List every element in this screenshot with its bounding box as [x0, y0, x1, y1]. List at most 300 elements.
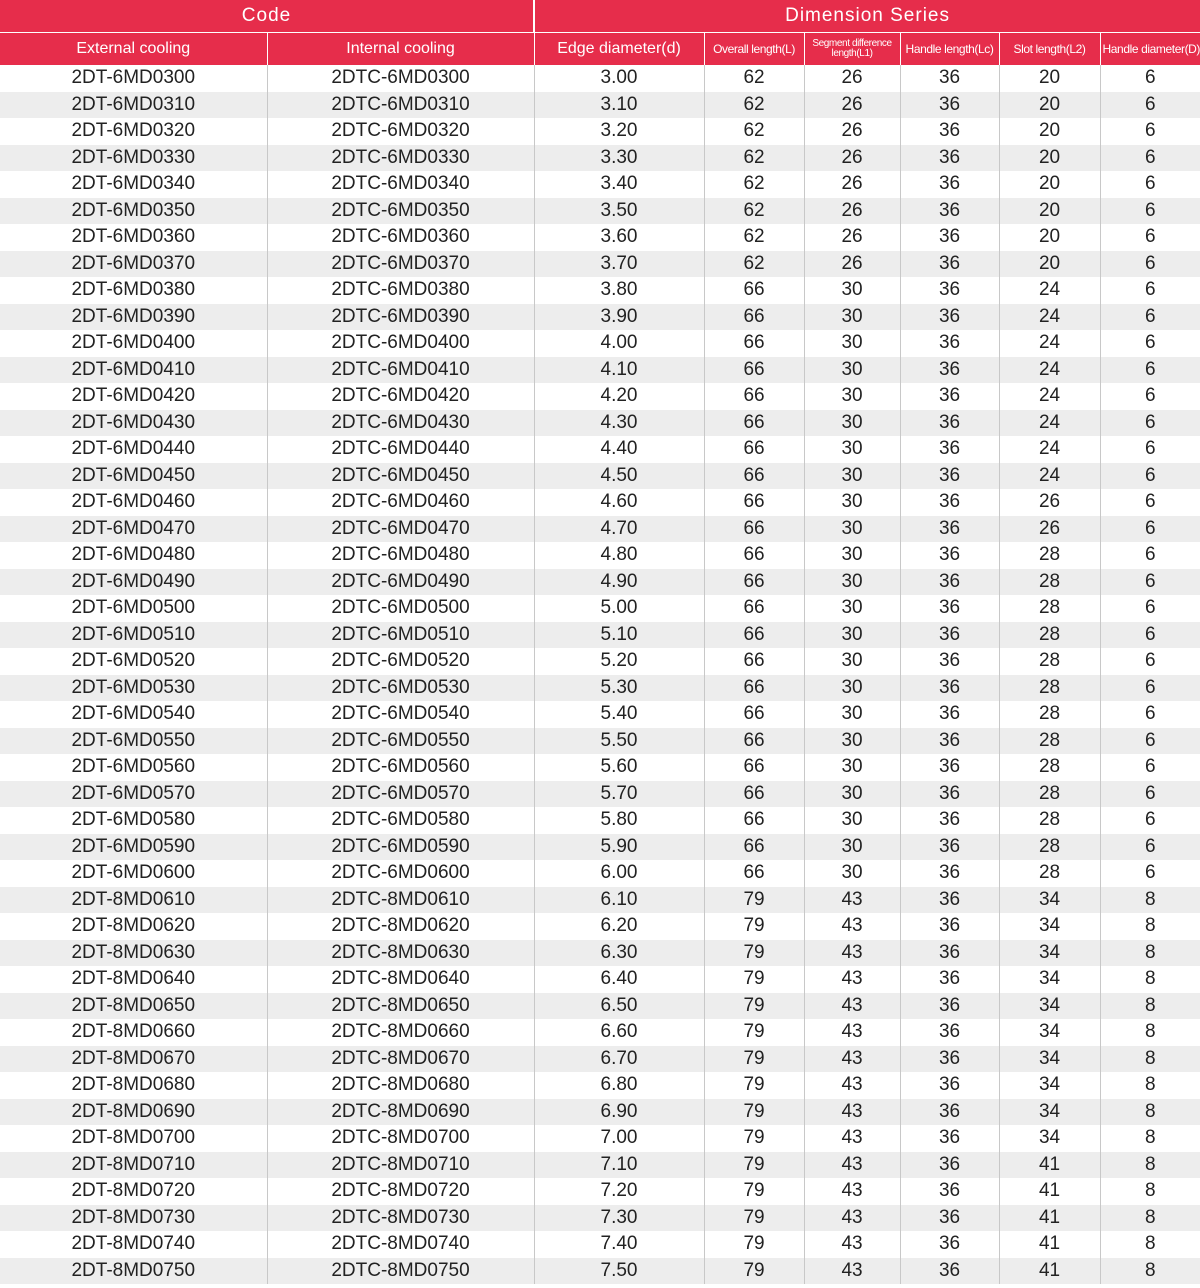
overall-length-cell: 79: [704, 966, 804, 993]
table-row: [0, 887, 1200, 914]
slot-length-cell: 34: [999, 1072, 1100, 1099]
table-row: [0, 1046, 1200, 1073]
handle-diameter-cell: 6: [1145, 623, 1156, 645]
external-cooling-code-cell: 2DT-6MD0570: [0, 781, 267, 808]
overall-length-cell: 62: [704, 92, 804, 119]
edge-diameter-cell: 3.20: [534, 118, 704, 145]
internal-cooling-code-cell: 2DTC-8MD0730: [267, 1205, 534, 1232]
internal-cooling-code-cell: 2DTC-6MD0400: [267, 330, 534, 357]
external-cooling-code-cell: 2DT-6MD0450: [0, 463, 267, 490]
edge-diameter-cell: 4.80: [534, 542, 704, 569]
slot-length-cell: 34: [999, 966, 1100, 993]
handle-diameter-cell: 6: [1145, 464, 1156, 486]
handle-diameter-cell: 8: [1145, 1233, 1156, 1255]
segment-difference-length-cell: 43: [804, 1205, 900, 1232]
slot-length-cell: 20: [999, 251, 1100, 278]
segment-difference-length-cell: 43: [804, 1231, 900, 1258]
segment-difference-length-cell: 30: [804, 330, 900, 357]
table-row: [0, 224, 1200, 251]
external-cooling-code-cell: 2DT-6MD0350: [0, 198, 267, 225]
handle-length-cell: 36: [900, 198, 999, 225]
handle-length-cell: 36: [900, 383, 999, 410]
edge-diameter-cell: 7.30: [534, 1205, 704, 1232]
internal-cooling-code-cell: 2DTC-6MD0340: [267, 171, 534, 198]
slot-length-cell: 28: [999, 569, 1100, 596]
handle-diameter-cell: 6: [1145, 226, 1156, 248]
internal-cooling-code-cell: 2DTC-6MD0570: [267, 781, 534, 808]
overall-length-cell: 62: [704, 145, 804, 172]
internal-cooling-code-cell: 2DTC-6MD0480: [267, 542, 534, 569]
overall-length-cell: 79: [704, 940, 804, 967]
handle-diameter-cell: 8: [1145, 1074, 1156, 1096]
edge-diameter-cell: 5.00: [534, 595, 704, 622]
segment-difference-length-cell: 43: [804, 1019, 900, 1046]
external-cooling-code-cell: 2DT-6MD0300: [0, 65, 267, 92]
overall-length-cell: 66: [704, 675, 804, 702]
handle-length-cell: 36: [900, 860, 999, 887]
slot-length-cell: 34: [999, 993, 1100, 1020]
external-cooling-code-cell: 2DT-6MD0330: [0, 145, 267, 172]
slot-length-cell: 24: [999, 330, 1100, 357]
handle-length-cell: 36: [900, 92, 999, 119]
edge-diameter-cell: 6.50: [534, 993, 704, 1020]
group-header-code: Code: [0, 0, 534, 33]
external-cooling-code-cell: 2DT-6MD0320: [0, 118, 267, 145]
handle-diameter-cell: 6: [1145, 438, 1156, 460]
segment-difference-length-cell: 30: [804, 675, 900, 702]
external-cooling-code-cell: 2DT-8MD0690: [0, 1099, 267, 1126]
internal-cooling-code-cell: 2DTC-6MD0300: [267, 65, 534, 92]
internal-cooling-code-cell: 2DTC-6MD0520: [267, 648, 534, 675]
column-header-overall-length: Overall length(L): [704, 33, 804, 66]
overall-length-cell: 66: [704, 410, 804, 437]
external-cooling-code-cell: 2DT-6MD0360: [0, 224, 267, 251]
handle-diameter-cell: 8: [1145, 1259, 1156, 1281]
segment-difference-length-cell: 43: [804, 966, 900, 993]
segment-difference-length-cell: 43: [804, 1099, 900, 1126]
internal-cooling-code-cell: 2DTC-8MD0660: [267, 1019, 534, 1046]
segment-difference-length-cell: 30: [804, 357, 900, 384]
slot-length-cell: 41: [999, 1152, 1100, 1179]
segment-difference-length-cell: 30: [804, 648, 900, 675]
handle-length-cell: 36: [900, 807, 999, 834]
handle-diameter-cell: 8: [1145, 888, 1156, 910]
column-header-external-cooling: External cooling: [0, 33, 267, 66]
external-cooling-code-cell: 2DT-8MD0610: [0, 887, 267, 914]
internal-cooling-code-cell: 2DTC-8MD0680: [267, 1072, 534, 1099]
segment-difference-length-cell: 43: [804, 1072, 900, 1099]
edge-diameter-cell: 4.70: [534, 516, 704, 543]
handle-diameter-cell: 6: [1145, 835, 1156, 857]
edge-diameter-cell: 6.00: [534, 860, 704, 887]
handle-diameter-cell: 6: [1145, 279, 1156, 301]
table-row: [0, 489, 1200, 516]
handle-diameter-cell: 6: [1145, 120, 1156, 142]
handle-diameter-cell: 6: [1145, 544, 1156, 566]
overall-length-cell: 79: [704, 1019, 804, 1046]
edge-diameter-cell: 3.10: [534, 92, 704, 119]
edge-diameter-cell: 3.50: [534, 198, 704, 225]
segment-difference-length-cell: 30: [804, 463, 900, 490]
external-cooling-code-cell: 2DT-6MD0440: [0, 436, 267, 463]
handle-diameter-cell: 6: [1145, 517, 1156, 539]
table-row: [0, 993, 1200, 1020]
table-row: [0, 277, 1200, 304]
handle-length-cell: 36: [900, 357, 999, 384]
segment-difference-length-cell: 43: [804, 1258, 900, 1285]
external-cooling-code-cell: 2DT-8MD0720: [0, 1178, 267, 1205]
slot-length-cell: 34: [999, 913, 1100, 940]
external-cooling-code-cell: 2DT-8MD0670: [0, 1046, 267, 1073]
handle-diameter-cell: 6: [1145, 67, 1156, 89]
handle-length-cell: 36: [900, 277, 999, 304]
segment-difference-length-cell: 26: [804, 145, 900, 172]
edge-diameter-cell: 7.50: [534, 1258, 704, 1285]
handle-diameter-cell: 8: [1145, 1047, 1156, 1069]
slot-length-cell: 41: [999, 1205, 1100, 1232]
slot-length-cell: 28: [999, 728, 1100, 755]
slot-length-cell: 41: [999, 1178, 1100, 1205]
internal-cooling-code-cell: 2DTC-6MD0460: [267, 489, 534, 516]
edge-diameter-cell: 6.10: [534, 887, 704, 914]
overall-length-cell: 66: [704, 463, 804, 490]
column-header-edge-diameter: Edge diameter(d): [534, 33, 704, 66]
internal-cooling-code-cell: 2DTC-6MD0600: [267, 860, 534, 887]
internal-cooling-code-cell: 2DTC-6MD0410: [267, 357, 534, 384]
handle-length-cell: 36: [900, 966, 999, 993]
internal-cooling-code-cell: 2DTC-6MD0310: [267, 92, 534, 119]
overall-length-cell: 79: [704, 993, 804, 1020]
table-body: [0, 65, 1200, 1284]
slot-length-cell: 28: [999, 648, 1100, 675]
segment-difference-length-cell: 30: [804, 701, 900, 728]
handle-length-cell: 36: [900, 65, 999, 92]
internal-cooling-code-cell: 2DTC-6MD0320: [267, 118, 534, 145]
table-row: [0, 92, 1200, 119]
handle-length-cell: 36: [900, 1046, 999, 1073]
table-row: [0, 1072, 1200, 1099]
overall-length-cell: 66: [704, 701, 804, 728]
slot-length-cell: 28: [999, 542, 1100, 569]
internal-cooling-code-cell: 2DTC-6MD0510: [267, 622, 534, 649]
external-cooling-code-cell: 2DT-6MD0370: [0, 251, 267, 278]
table-row: [0, 1205, 1200, 1232]
handle-diameter-cell: 8: [1145, 1206, 1156, 1228]
handle-length-cell: 36: [900, 622, 999, 649]
handle-diameter-cell: 8: [1145, 1100, 1156, 1122]
external-cooling-code-cell: 2DT-8MD0730: [0, 1205, 267, 1232]
segment-difference-length-cell: 30: [804, 860, 900, 887]
edge-diameter-cell: 7.10: [534, 1152, 704, 1179]
table-row: [0, 463, 1200, 490]
external-cooling-code-cell: 2DT-6MD0520: [0, 648, 267, 675]
group-header-row: [0, 0, 1200, 33]
segment-difference-length-cell: 30: [804, 569, 900, 596]
edge-diameter-cell: 5.10: [534, 622, 704, 649]
segment-difference-length-cell: 30: [804, 277, 900, 304]
slot-length-cell: 28: [999, 834, 1100, 861]
overall-length-cell: 79: [704, 1178, 804, 1205]
handle-length-cell: 36: [900, 304, 999, 331]
slot-length-cell: 20: [999, 198, 1100, 225]
handle-length-cell: 36: [900, 410, 999, 437]
overall-length-cell: 66: [704, 728, 804, 755]
handle-diameter-cell: 6: [1145, 703, 1156, 725]
handle-length-cell: 36: [900, 595, 999, 622]
internal-cooling-code-cell: 2DTC-8MD0630: [267, 940, 534, 967]
external-cooling-code-cell: 2DT-6MD0590: [0, 834, 267, 861]
slot-length-cell: 28: [999, 622, 1100, 649]
overall-length-cell: 79: [704, 1072, 804, 1099]
edge-diameter-cell: 4.30: [534, 410, 704, 437]
external-cooling-code-cell: 2DT-6MD0560: [0, 754, 267, 781]
overall-length-cell: 79: [704, 1152, 804, 1179]
slot-length-cell: 34: [999, 1125, 1100, 1152]
internal-cooling-code-cell: 2DTC-8MD0720: [267, 1178, 534, 1205]
table-row: [0, 569, 1200, 596]
segment-difference-length-cell: 30: [804, 807, 900, 834]
handle-diameter-cell: 8: [1145, 968, 1156, 990]
group-header-dimension: Dimension Series: [534, 0, 1200, 33]
handle-length-cell: 36: [900, 993, 999, 1020]
internal-cooling-code-cell: 2DTC-8MD0700: [267, 1125, 534, 1152]
segment-difference-length-cell: 26: [804, 198, 900, 225]
handle-length-cell: 36: [900, 781, 999, 808]
table-row: [0, 171, 1200, 198]
segment-difference-length-cell: 43: [804, 1152, 900, 1179]
handle-diameter-cell: 8: [1145, 1180, 1156, 1202]
table-row: [0, 542, 1200, 569]
internal-cooling-code-cell: 2DTC-6MD0590: [267, 834, 534, 861]
edge-diameter-cell: 6.20: [534, 913, 704, 940]
segment-difference-length-cell: 26: [804, 251, 900, 278]
external-cooling-code-cell: 2DT-6MD0530: [0, 675, 267, 702]
internal-cooling-code-cell: 2DTC-6MD0380: [267, 277, 534, 304]
overall-length-cell: 62: [704, 224, 804, 251]
handle-diameter-cell: 6: [1145, 411, 1156, 433]
edge-diameter-cell: 3.80: [534, 277, 704, 304]
external-cooling-code-cell: 2DT-6MD0460: [0, 489, 267, 516]
handle-diameter-cell: 6: [1145, 93, 1156, 115]
segment-difference-length-cell: 30: [804, 754, 900, 781]
edge-diameter-cell: 3.60: [534, 224, 704, 251]
table-row: [0, 701, 1200, 728]
edge-diameter-cell: 5.50: [534, 728, 704, 755]
segment-difference-length-cell: 43: [804, 1178, 900, 1205]
external-cooling-code-cell: 2DT-8MD0630: [0, 940, 267, 967]
column-header-handle-length: Handle length(Lc): [900, 33, 999, 66]
internal-cooling-code-cell: 2DTC-6MD0440: [267, 436, 534, 463]
edge-diameter-cell: 5.70: [534, 781, 704, 808]
internal-cooling-code-cell: 2DTC-8MD0710: [267, 1152, 534, 1179]
segment-difference-length-cell: 30: [804, 622, 900, 649]
slot-length-cell: 26: [999, 516, 1100, 543]
edge-diameter-cell: 3.30: [534, 145, 704, 172]
slot-length-cell: 41: [999, 1231, 1100, 1258]
segment-difference-length-cell: 30: [804, 489, 900, 516]
handle-length-cell: 36: [900, 728, 999, 755]
handle-diameter-cell: 8: [1145, 1153, 1156, 1175]
segment-difference-length-cell: 30: [804, 834, 900, 861]
edge-diameter-cell: 6.40: [534, 966, 704, 993]
handle-diameter-cell: 6: [1145, 756, 1156, 778]
external-cooling-code-cell: 2DT-6MD0480: [0, 542, 267, 569]
internal-cooling-code-cell: 2DTC-6MD0560: [267, 754, 534, 781]
external-cooling-code-cell: 2DT-6MD0410: [0, 357, 267, 384]
external-cooling-code-cell: 2DT-6MD0390: [0, 304, 267, 331]
table-row: [0, 1258, 1200, 1285]
slot-length-cell: 20: [999, 65, 1100, 92]
handle-diameter-cell: 6: [1145, 650, 1156, 672]
handle-diameter-cell: 6: [1145, 597, 1156, 619]
internal-cooling-code-cell: 2DTC-6MD0370: [267, 251, 534, 278]
edge-diameter-cell: 4.10: [534, 357, 704, 384]
edge-diameter-cell: 4.40: [534, 436, 704, 463]
handle-diameter-cell: 8: [1145, 994, 1156, 1016]
handle-length-cell: 36: [900, 516, 999, 543]
handle-diameter-cell: 8: [1145, 1127, 1156, 1149]
internal-cooling-code-cell: 2DTC-6MD0330: [267, 145, 534, 172]
handle-length-cell: 36: [900, 118, 999, 145]
handle-length-cell: 36: [900, 1152, 999, 1179]
external-cooling-code-cell: 2DT-6MD0310: [0, 92, 267, 119]
handle-diameter-cell: 6: [1145, 146, 1156, 168]
overall-length-cell: 66: [704, 622, 804, 649]
segment-difference-length-cell: 26: [804, 224, 900, 251]
column-header-row: [0, 33, 1200, 66]
edge-diameter-cell: 6.60: [534, 1019, 704, 1046]
table-row: [0, 357, 1200, 384]
handle-length-cell: 36: [900, 171, 999, 198]
edge-diameter-cell: 4.20: [534, 383, 704, 410]
handle-diameter-cell: 6: [1145, 173, 1156, 195]
edge-diameter-cell: 5.30: [534, 675, 704, 702]
edge-diameter-cell: 3.40: [534, 171, 704, 198]
column-header-internal-cooling: Internal cooling: [267, 33, 534, 66]
slot-length-cell: 24: [999, 357, 1100, 384]
edge-diameter-cell: 4.50: [534, 463, 704, 490]
handle-diameter-cell: 6: [1145, 332, 1156, 354]
handle-length-cell: 36: [900, 675, 999, 702]
handle-length-cell: 36: [900, 1258, 999, 1285]
slot-length-cell: 34: [999, 940, 1100, 967]
internal-cooling-code-cell: 2DTC-8MD0610: [267, 887, 534, 914]
internal-cooling-code-cell: 2DTC-8MD0740: [267, 1231, 534, 1258]
overall-length-cell: 66: [704, 383, 804, 410]
external-cooling-code-cell: 2DT-8MD0620: [0, 913, 267, 940]
handle-length-cell: 36: [900, 701, 999, 728]
edge-diameter-cell: 5.80: [534, 807, 704, 834]
overall-length-cell: 79: [704, 913, 804, 940]
overall-length-cell: 62: [704, 118, 804, 145]
table-row: [0, 65, 1200, 92]
edge-diameter-cell: 3.70: [534, 251, 704, 278]
segment-difference-length-cell: 43: [804, 1125, 900, 1152]
slot-length-cell: 28: [999, 701, 1100, 728]
table-row: [0, 595, 1200, 622]
table-row: [0, 834, 1200, 861]
table-row: [0, 966, 1200, 993]
external-cooling-code-cell: 2DT-6MD0430: [0, 410, 267, 437]
handle-length-cell: 36: [900, 145, 999, 172]
table-row: [0, 251, 1200, 278]
handle-diameter-cell: 6: [1145, 252, 1156, 274]
handle-length-cell: 36: [900, 1125, 999, 1152]
edge-diameter-cell: 5.90: [534, 834, 704, 861]
handle-length-cell: 36: [900, 1099, 999, 1126]
edge-diameter-cell: 6.30: [534, 940, 704, 967]
external-cooling-code-cell: 2DT-6MD0380: [0, 277, 267, 304]
overall-length-cell: 66: [704, 860, 804, 887]
overall-length-cell: 66: [704, 304, 804, 331]
slot-length-cell: 24: [999, 436, 1100, 463]
handle-length-cell: 36: [900, 1231, 999, 1258]
handle-length-cell: 36: [900, 542, 999, 569]
table-row: [0, 781, 1200, 808]
segment-difference-length-cell: 30: [804, 542, 900, 569]
handle-diameter-cell: 6: [1145, 199, 1156, 221]
segment-difference-length-cell: 30: [804, 410, 900, 437]
table-row: [0, 913, 1200, 940]
external-cooling-code-cell: 2DT-6MD0400: [0, 330, 267, 357]
column-header-slot-length: Slot length(L2): [999, 33, 1100, 66]
internal-cooling-code-cell: 2DTC-8MD0650: [267, 993, 534, 1020]
slot-length-cell: 20: [999, 224, 1100, 251]
table-row: [0, 754, 1200, 781]
overall-length-cell: 79: [704, 1125, 804, 1152]
handle-length-cell: 36: [900, 754, 999, 781]
overall-length-cell: 79: [704, 1046, 804, 1073]
external-cooling-code-cell: 2DT-8MD0660: [0, 1019, 267, 1046]
internal-cooling-code-cell: 2DTC-6MD0450: [267, 463, 534, 490]
slot-length-cell: 28: [999, 595, 1100, 622]
column-header-segment-difference-length: Segment difference length(L1): [804, 33, 900, 66]
handle-length-cell: 36: [900, 913, 999, 940]
segment-difference-length-cell: 26: [804, 118, 900, 145]
external-cooling-code-cell: 2DT-6MD0340: [0, 171, 267, 198]
table-row: [0, 118, 1200, 145]
table-row: [0, 145, 1200, 172]
segment-difference-length-cell: 30: [804, 304, 900, 331]
overall-length-cell: 79: [704, 1258, 804, 1285]
external-cooling-code-cell: 2DT-8MD0740: [0, 1231, 267, 1258]
edge-diameter-cell: 5.40: [534, 701, 704, 728]
internal-cooling-code-cell: 2DTC-6MD0470: [267, 516, 534, 543]
external-cooling-code-cell: 2DT-6MD0420: [0, 383, 267, 410]
segment-difference-length-cell: 30: [804, 781, 900, 808]
table-row: [0, 807, 1200, 834]
external-cooling-code-cell: 2DT-6MD0490: [0, 569, 267, 596]
handle-diameter-cell: 6: [1145, 862, 1156, 884]
external-cooling-code-cell: 2DT-8MD0700: [0, 1125, 267, 1152]
edge-diameter-cell: 7.40: [534, 1231, 704, 1258]
segment-difference-length-cell: 26: [804, 92, 900, 119]
slot-length-cell: 28: [999, 807, 1100, 834]
handle-length-cell: 36: [900, 1178, 999, 1205]
edge-diameter-cell: 6.90: [534, 1099, 704, 1126]
external-cooling-code-cell: 2DT-6MD0540: [0, 701, 267, 728]
internal-cooling-code-cell: 2DTC-8MD0750: [267, 1258, 534, 1285]
internal-cooling-code-cell: 2DTC-8MD0670: [267, 1046, 534, 1073]
slot-length-cell: 24: [999, 383, 1100, 410]
overall-length-cell: 66: [704, 542, 804, 569]
edge-diameter-cell: 7.00: [534, 1125, 704, 1152]
edge-diameter-cell: 4.00: [534, 330, 704, 357]
table-row: [0, 1099, 1200, 1126]
edge-diameter-cell: 3.00: [534, 65, 704, 92]
slot-length-cell: 28: [999, 675, 1100, 702]
internal-cooling-code-cell: 2DTC-6MD0540: [267, 701, 534, 728]
